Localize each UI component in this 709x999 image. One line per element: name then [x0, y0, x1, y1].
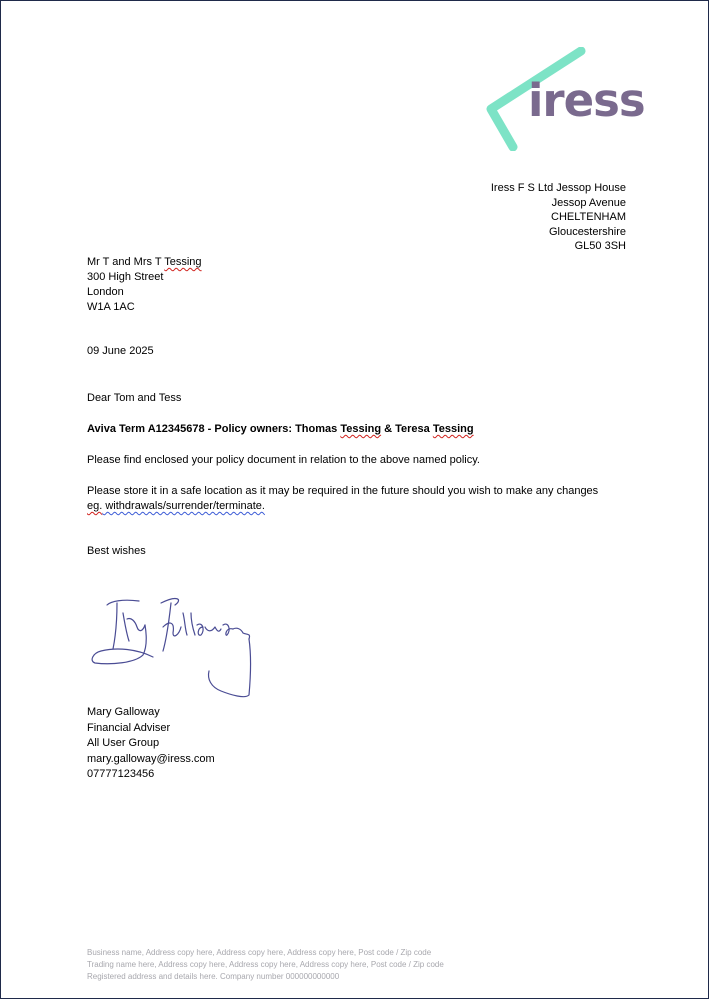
- recipient-street: 300 High Street: [87, 271, 164, 283]
- signer-details: [87, 705, 215, 783]
- recipient-address: [87, 255, 202, 315]
- body-paragraph-2-line-1: Please store it in a safe location as it may be required in the future should you wish to make any changes: [87, 485, 599, 497]
- signer-group: All User Group: [87, 737, 160, 749]
- sender-address-line: GL50 3SH: [574, 240, 626, 253]
- sender-address: [491, 181, 626, 254]
- subject-line: [87, 422, 474, 437]
- recipient-name-prefix: Mr T and Mrs T: [87, 256, 165, 268]
- body-paragraph-2: [87, 484, 598, 514]
- iress-logo-text: iress: [528, 74, 645, 127]
- closing: Best wishes: [87, 545, 146, 557]
- sender-address-line: CHELTENHAM: [551, 211, 626, 224]
- subject-name-2: Tessing: [432, 423, 474, 435]
- footer-line-3: Registered address and details here. Company number 000000000000: [87, 972, 340, 981]
- recipient-name: [87, 255, 202, 270]
- recipient-surname: Tessing: [164, 256, 202, 268]
- footer-line-1: Business name, Address copy here, Address copy here, Address copy here, Post code / Zip code: [87, 948, 432, 957]
- sender-address-line: Gloucestershire: [548, 225, 626, 238]
- salutation: Dear Tom and Tess: [87, 392, 182, 404]
- footer-line-2: Trading name here, Address copy here, Address copy here, Address copy here, Post code / Zip code: [87, 960, 444, 969]
- letter-date: 09 June 2025: [87, 345, 154, 357]
- recipient-postcode: W1A 1AC: [87, 301, 135, 313]
- subject-name-1: Tessing: [340, 423, 382, 435]
- subject-middle: & Teresa: [381, 423, 433, 435]
- subject-prefix: Aviva Term A12345678 - Policy owners: Thomas: [87, 423, 341, 435]
- sender-address-line: Jessop Avenue: [551, 196, 626, 209]
- body-paragraph-2-rest: withdrawals/surrender/terminate.: [102, 500, 265, 512]
- body-paragraph-2-line-2: [87, 499, 598, 514]
- handwritten-signature-icon: [87, 591, 257, 703]
- body-paragraph-1: Please find enclosed your policy document in relation to the above named policy.: [87, 454, 480, 466]
- signer-email: mary.galloway@iress.com: [87, 752, 215, 765]
- recipient-city: London: [87, 286, 124, 298]
- sender-address-line: Iress F S Ltd Jessop House: [490, 182, 626, 194]
- footer: [87, 947, 444, 983]
- body-paragraph-2-eg: eg.: [87, 500, 103, 512]
- signer-title: Financial Adviser: [87, 721, 171, 734]
- signer-name: Mary Galloway: [87, 706, 160, 718]
- signer-phone: 07777123456: [87, 768, 155, 780]
